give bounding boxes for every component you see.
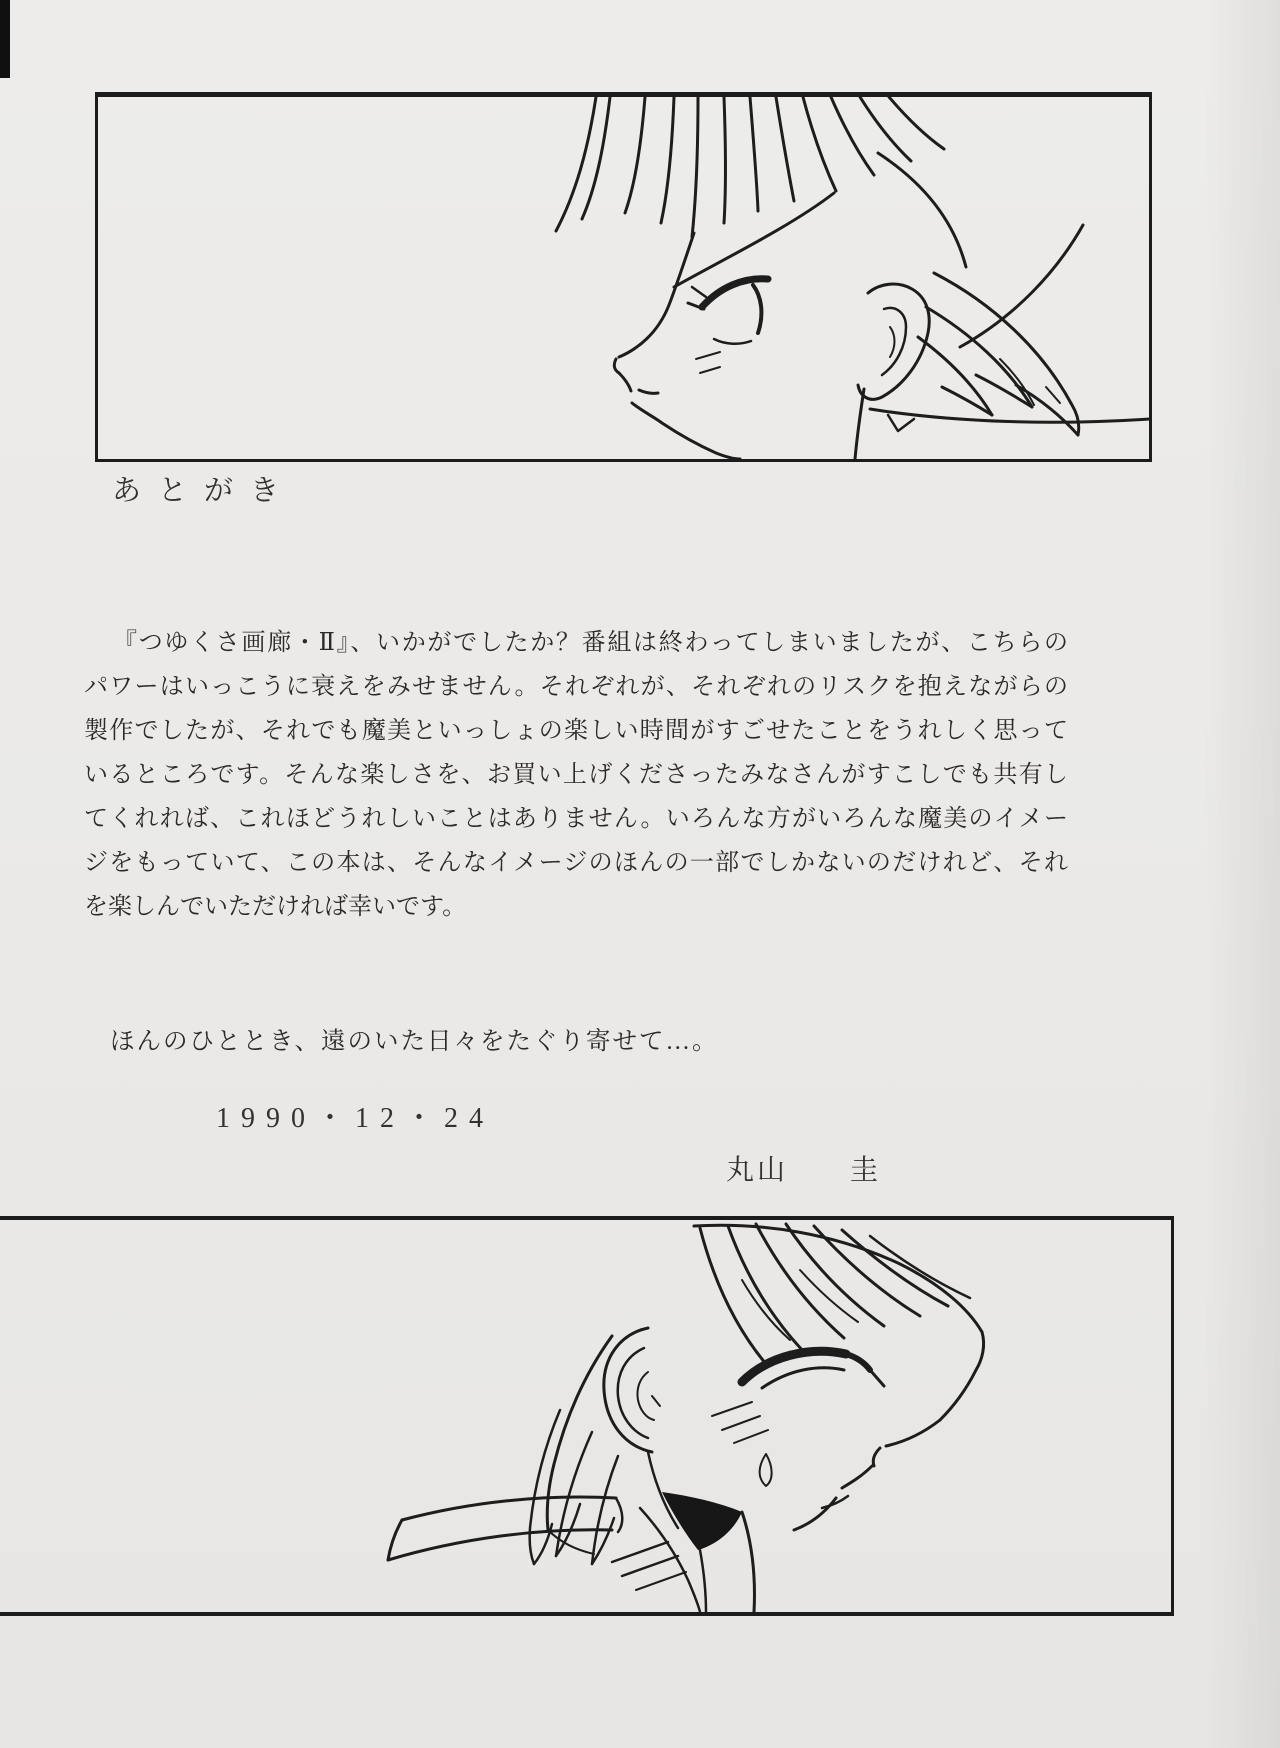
scan-edge-artifact [0, 0, 10, 78]
afterword-line: 『つゆくさ画廊・Ⅱ』、いかがでしたか？番組は終わってしまいましたが、こちらの [113, 630, 1068, 656]
afterword-line: ジをもっていて、この本は、そんなイメージのほんの一部でしかないのだけれど、それ [84, 850, 1068, 876]
bottom-illustration-panel [0, 1216, 1174, 1616]
crying-girl-head-bowed-drawing [0, 1220, 1171, 1612]
girl-profile-facing-left-drawing [98, 97, 1149, 459]
afterword-paragraph [84, 624, 1068, 932]
afterword-heading: あとがき [112, 475, 297, 507]
afterword-line: てくれれば、これほどうれしいことはありません。いろんな方がいろんな魔美のイメー [84, 806, 1068, 832]
author-name: 丸山 圭 [726, 1155, 882, 1186]
afterword-line: パワーはいっこうに衰えをみせません。それぞれが、それぞれのリスクを抱えながらの [84, 674, 1068, 700]
closing-line: ほんのひととき、遠のいた日々をたぐり寄せて…。 [110, 1028, 719, 1055]
afterword-line: を楽しんでいただければ幸いです。 [84, 894, 467, 920]
afterword-line: 製作でしたが、それでも魔美といっしょの楽しい時間がすごせたことをうれしく思って [84, 718, 1068, 744]
top-illustration-panel [95, 92, 1152, 462]
afterword-line: いるところです。そんな楽しさを、お買い上げくださったみなさんがすこしでも共有し [84, 762, 1068, 788]
date-line: 1990・12・24 [216, 1103, 495, 1134]
